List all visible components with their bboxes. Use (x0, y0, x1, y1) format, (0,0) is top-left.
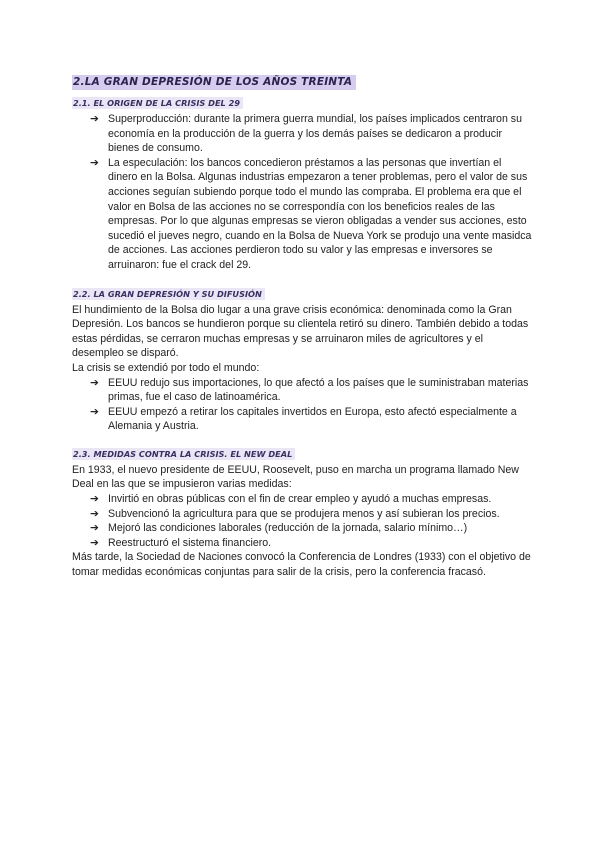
arrow-right-icon: ➔ (90, 493, 99, 506)
arrow-right-icon: ➔ (90, 376, 99, 389)
paragraph: Más tarde, la Sociedad de Naciones convocó la Conferencia de Londres (1933) con el objetivo de tomar medidas económicas conjuntas para salir de la crisis, pero la conferencia fracasó. (72, 551, 531, 579)
list-item: ➔ Invirtió en obras públicas con el fin de crear empleo y ayudó a muchas empresas. (90, 493, 492, 506)
paragraph: En 1933, el nuevo presidente de EEUU, Roosevelt, puso en marcha un programa llamado New Deal en las que se impusieron varias medidas: (72, 463, 519, 491)
document-body (72, 72, 532, 580)
arrow-right-icon: ➔ (90, 113, 99, 125)
subsection-origin (72, 93, 532, 273)
list-item: ➔ Mejoró las condiciones laborales (reducción de la jornada, salario mínimo…) (90, 522, 468, 535)
spread-list (72, 376, 532, 434)
list-item: ➔ Reestructuró el sistema financiero. (90, 536, 272, 549)
arrow-right-icon: ➔ (90, 405, 99, 418)
paragraph: El hundimiento de la Bolsa dio lugar a una grave crisis económica: denominada como la Gran Depresión. Los bancos se hundieron porque su clientela retiró su dinero. También debido a todas estas pérdidas, se cerraron muchas empresas y se arruinaron miles de agricultores y el desempleo se disparó. (72, 303, 529, 360)
subsection-depression (72, 284, 532, 434)
subsection-heading-depression: 2.2. LA GRAN DEPRESIÓN Y SU DIFUSIÓN (72, 288, 265, 300)
subsection-new-deal (72, 444, 532, 580)
list-item: ➔ Superproducción: durante la primera guerra mundial, los países implicados centraron su economía en la producción de la guerra y los demás países se dedicaron a producir bienes de consumo. (90, 113, 522, 155)
origin-list (72, 112, 532, 273)
list-item: ➔ EEUU redujo sus importaciones, lo que afectó a los países que le suministraban materias primas, fue el caso de latinoamérica. (90, 376, 529, 404)
paragraph: La crisis se extendió por todo el mundo: (72, 361, 260, 374)
new-deal-list (72, 492, 532, 550)
section-title: 2.LA GRAN DEPRESIÓN DE LOS AÑOS TREINTA (72, 75, 356, 90)
list-item: ➔ Subvencionó la agricultura para que se produjera menos y así subieran los precios. (90, 507, 500, 520)
arrow-right-icon: ➔ (90, 507, 99, 520)
arrow-right-icon: ➔ (90, 536, 99, 549)
list-item: ➔ EEUU empezó a retirar los capitales invertidos en Europa, esto afectó especialmente a Alemania y Austria. (90, 405, 517, 433)
arrow-right-icon: ➔ (90, 156, 99, 169)
subsection-heading-origin: 2.1. EL ORIGEN DE LA CRISIS DEL 29 (72, 97, 243, 109)
list-item: ➔ La especulación: los bancos concedieron préstamos a las personas que invertían el dinero en la Bolsa. Algunas industrias empezaron a tener problemas, pero el valor de sus acciones seguían subiendo porque todo el mundo las compraba. El problema era que el valor en Bolsa de las acciones no se correspondía con los beneficios reales de las empresas. Por lo que algunas empresas se vieron obligadas a vender sus acciones, esto sucedió el jueves negro, cuando en la Bolsa de Nueva York se produjo una vente masidca de acciones. Las acciones perdieron todo su valor y las empresas e inversores se arruinaron: fue el crack del 29. (90, 156, 532, 271)
subsection-heading-new-deal: 2.3. MEDIDAS CONTRA LA CRISIS. EL NEW DEAL (72, 448, 295, 460)
arrow-right-icon: ➔ (90, 522, 99, 535)
